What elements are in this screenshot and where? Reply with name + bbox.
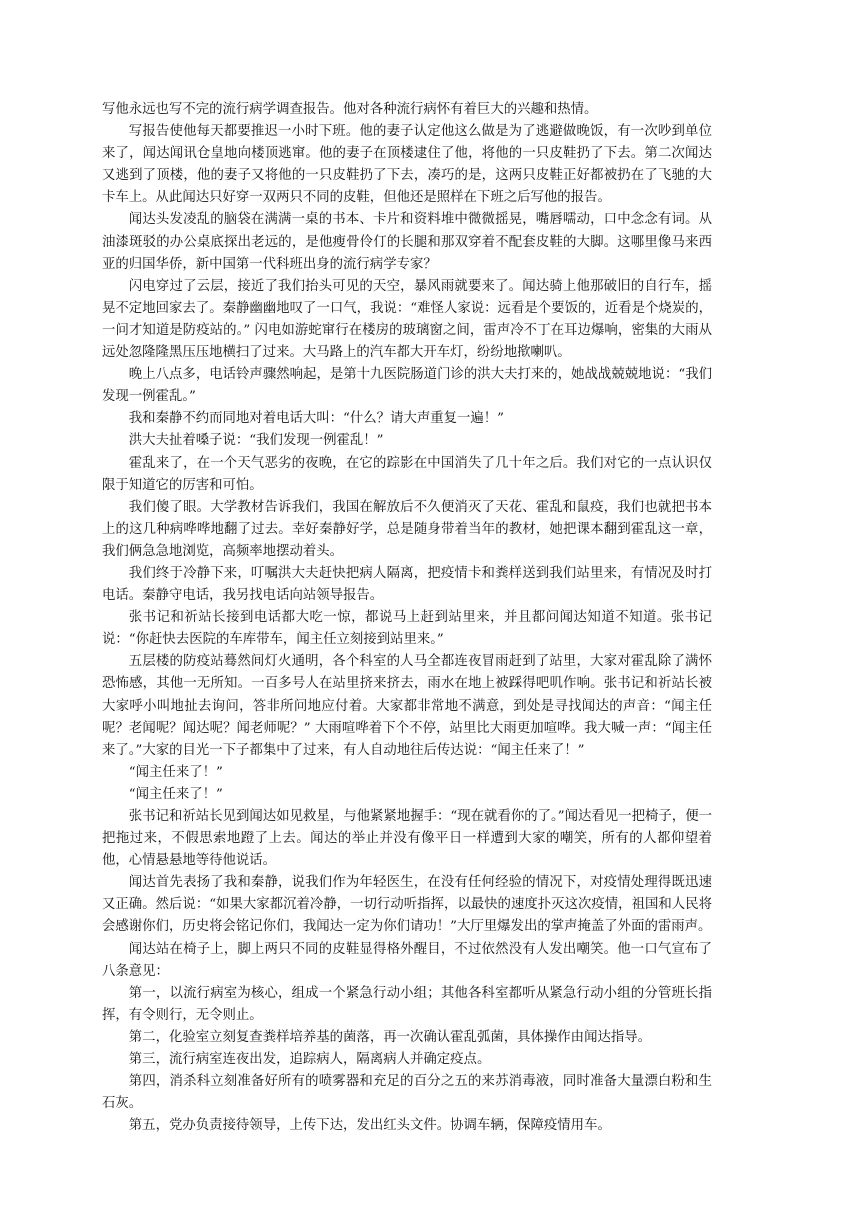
paragraph: 张书记和祈站长见到闻达如见救星，与他紧紧地握手：“现在就看你的了。”闻达看见一把椅子，便一把拖过来，不假思索地蹬了上去。闻达的举止并没有像平日一样遭到大家的嘲笑，所有的人都仰望着他，心情悬悬地等待他说话。	[102, 809, 712, 869]
paragraph: 晚上八点多，电话铃声骤然响起，是第十九医院肠道门诊的洪大夫打来的，她战战兢兢地说：“我们发现一例霍乱。”	[102, 367, 712, 405]
paragraph: “闻主任来了！”	[128, 764, 223, 780]
paragraph: 第二，化验室立刻复查粪样培养基的菌落，再一次确认霍乱弧菌，具体操作由闻达指导。	[128, 1029, 652, 1045]
paragraph: 第四，消杀科立刻准备好所有的喷雾器和充足的百分之五的来苏消毒液，同时准备大量漂白粉和生石灰。	[102, 1074, 712, 1112]
paragraph: 我们傻了眼。大学教材告诉我们，我国在解放后不久便消灭了天花、霍乱和鼠疫，我们也就把书本上的这几种病哗哗地翻了过去。幸好秦静好学，总是随身带着当年的教材，她把课本翻到霍乱这一章，我们俩急急地浏览，高频率地摆动着头。	[102, 499, 712, 559]
paragraph: 五层楼的防疫站蓦然间灯火通明，各个科室的人马全都连夜冒雨赶到了站里，大家对霍乱除了满怀恐怖感，其他一无所知。一百多号人在站里挤来挤去，雨水在地上被踩得吧叽作响。张书记和祈站长被大家呼小叫地扯去询问，答非所问地应付着。大家都非常地不满意，到处是寻找闻达的声音：“闻主任呢？老闻呢？闻达呢？闻老师呢？” 大雨喧哗着下个不停，站里比大雨更加喧哗。我大喊一声：“闻主任来了。”大家的目光一下子都集中了过来，有人自动地往后传达说：“闻主任来了！”	[102, 654, 712, 758]
paragraph: 闻达首先表扬了我和秦静，说我们作为年轻医生，在没有任何经验的情况下，对疫情处理得既迅速又正确。然后说：“如果大家都沉着冷静，一切行动听指挥，以最快的速度扑灭这次疫情，祖国和人民将会感谢你们，历史将会铭记你们，我闻达一定为你们请功！”大厅里爆发出的掌声掩盖了外面的雷雨声。	[102, 875, 712, 935]
paragraph: 霍乱来了，在一个天气恶劣的夜晚，在它的踪影在中国消失了几十年之后。我们对它的一点认识仅限于知道它的厉害和可怕。	[102, 455, 712, 493]
document-page	[102, 99, 712, 1137]
paragraph: 第一，以流行病室为核心，组成一个紧急行动小组；其他各科室都听从紧急行动小组的分管班长指挥，有令则行，无令则止。	[102, 985, 712, 1023]
paragraph: 第三，流行病室连夜出发，追踪病人，隔离病人并确定疫点。	[128, 1052, 491, 1068]
paragraph: 第五，党办负责接待领导，上传下达，发出红头文件。协调车辆，保障疫情用车。	[128, 1118, 611, 1134]
paragraph: 闪电穿过了云层，接近了我们抬头可见的天空，暴风雨就要来了。闻达骑上他那破旧的自行车，摇晃不定地回家去了。秦静幽幽地叹了一口气，我说：“难怪人家说：远看是个要饭的，近看是个烧炭的，一问才知道是防疫站的。” 闪电如游蛇窜行在楼房的玻璃窗之间，雷声冷不丁在耳边爆响，密集的大雨从远处忽隆隆黑压压地横扫了过来。大马路上的汽车都大开车灯，纷纷地揿喇叭。	[102, 278, 712, 361]
paragraph: “闻主任来了！”	[128, 786, 223, 802]
paragraph: 闻达站在椅子上，脚上两只不同的皮鞋显得格外醒目，不过依然没有人发出嘲笑。他一口气宣布了八条意见：	[102, 941, 712, 979]
paragraph: 洪大夫扯着嗓子说：“我们发现一例霍乱！”	[128, 433, 384, 449]
paragraph: 张书记和祈站长接到电话都大吃一惊，都说马上赶到站里来，并且都问闻达知道不知道。张书记说：“你赶快去医院的车库带车，闻主任立刻接到站里来。”	[102, 610, 712, 648]
paragraph: 我和秦静不约而同地对着电话大叫：“什么？请大声重复一遍！”	[128, 411, 505, 427]
paragraph: 闻达头发凌乱的脑袋在满满一桌的书本、卡片和资料堆中微微摇晃，嘴唇嚅动，口中念念有词。从油漆斑驳的办公桌底探出老远的，是他瘦骨伶仃的长腿和那双穿着不配套皮鞋的大脚。这哪里像马来西亚的归国华侨，新中国第一代科班出身的流行病学专家？	[102, 212, 712, 272]
paragraph: 写报告使他每天都要推迟一小时下班。他的妻子认定他这么做是为了逃避做晚饭，有一次吵到单位来了，闻达闻讯仓皇地向楼顶逃窜。他的妻子在顶楼逮住了他，将他的一只皮鞋扔了下去。第二次闻达又逃到了顶楼，他的妻子又将他的一只皮鞋扔了下去，凑巧的是，这两只皮鞋正好都被扔在了飞驰的大卡车上。从此闻达只好穿一双两只不同的皮鞋，但他还是照样在下班之后写他的报告。	[102, 124, 712, 206]
paragraph: 我们终于冷静下来，叮嘱洪大夫赶快把病人隔离，把疫情卡和粪样送到我们站里来，有情况及时打电话。秦静守电话，我另找电话向站领导报告。	[102, 565, 712, 604]
paragraph: 写他永远也写不完的流行病学调查报告。他对各种流行病怀有着巨大的兴趣和热情。	[102, 102, 598, 117]
